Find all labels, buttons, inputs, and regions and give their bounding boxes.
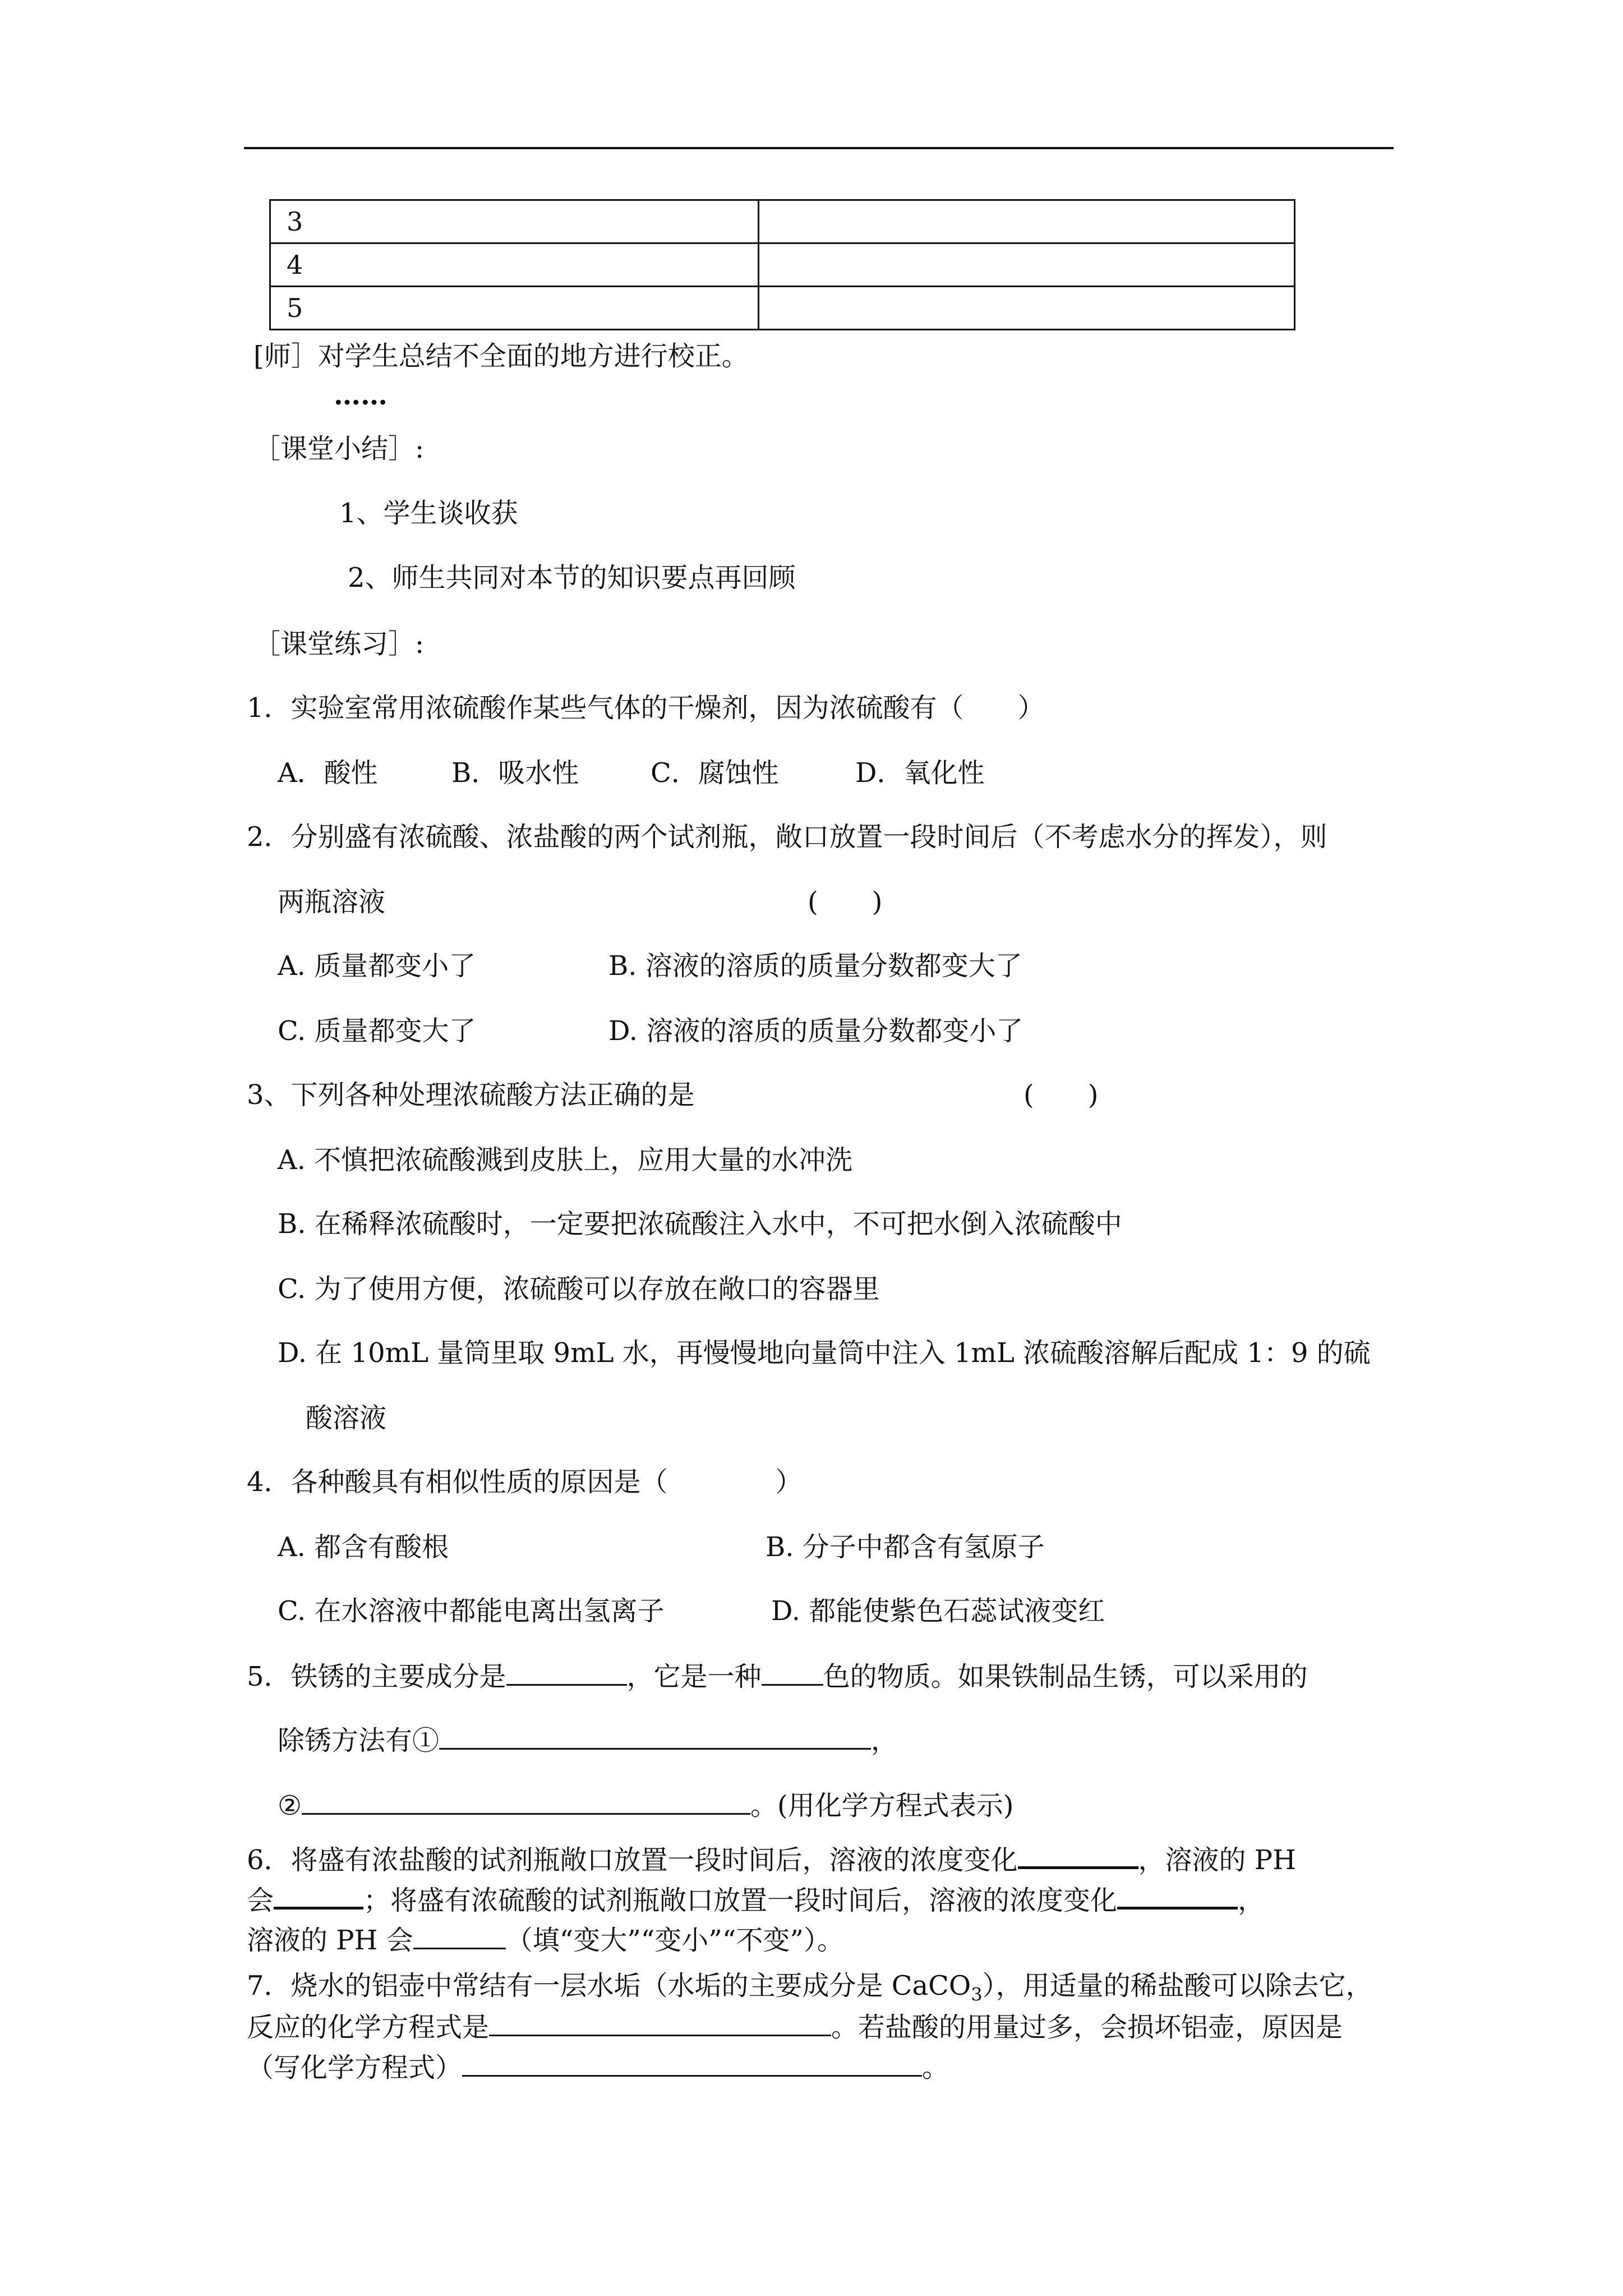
q7-text-1: 7．烧水的铝壶中常结有一层水垢（水垢的主要成分是 CaCO [247, 1970, 971, 2001]
q2-option-b: B. 溶液的溶质的质量分数都变大了 [608, 950, 1022, 982]
table-cell-content [759, 200, 1295, 243]
q6-text-2: ，溶液的 PH [1138, 1844, 1296, 1876]
q4-option-b: B. 分子中都含有氢原子 [766, 1531, 1045, 1563]
q2-answer-paren: ( ) [808, 886, 883, 918]
q6-line2 [247, 1882, 1265, 1917]
q7-blank-equation-1[interactable] [489, 2010, 831, 2036]
q6-blank-h2so4-concentration[interactable] [1117, 1882, 1238, 1910]
q6-text-6: 溶液的 PH 会 [247, 1925, 413, 1956]
q3-option-a: A. 不慎把浓硫酸溅到皮肤上，应用大量的水冲洗 [278, 1144, 853, 1176]
q2-stem-line1: 2．分别盛有浓硫酸、浓盐酸的两个试剂瓶，敞口放置一段时间后（不考虑水分的挥发），则 [247, 821, 1327, 853]
q6-text-5: ， [1238, 1885, 1265, 1916]
q5-comma: ， [871, 1725, 898, 1756]
q7-blank-equation-2[interactable] [462, 2050, 922, 2077]
q5-text-1: 5．铁锈的主要成分是 [247, 1661, 506, 1692]
q7-line3 [247, 2050, 949, 2085]
teacher-note: [师］对学生总结不全面的地方进行校正。 [253, 341, 749, 372]
q5-blank-method-1[interactable] [439, 1723, 871, 1750]
table-cell-num: 5 [270, 287, 759, 330]
q3-option-b: B. 在稀释浓硫酸时，一定要把浓硫酸注入水中，不可把水倒入浓硫酸中 [278, 1208, 1122, 1240]
q7-text-3: 反应的化学方程式是 [247, 2012, 490, 2043]
q5-blank-color[interactable] [762, 1659, 823, 1686]
table-cell-content [759, 287, 1295, 330]
q1-option-a: A．酸性 [278, 757, 378, 789]
q2-option-d: D. 溶液的溶质的质量分数都变小了 [608, 1015, 1023, 1047]
q6-blank-hcl-concentration[interactable] [1018, 1842, 1138, 1869]
q5-blank-rust-component[interactable] [506, 1659, 627, 1686]
q5-text-2: ，它是一种 [626, 1661, 762, 1692]
table-row [270, 287, 1295, 330]
q1-option-b: B．吸水性 [451, 757, 579, 789]
q7-text-4: 。若盐酸的用量过多，会损坏铝壶，原因是 [831, 2012, 1343, 2043]
q5-method1-label: 除锈方法有① [278, 1725, 440, 1756]
q1-stem: 1．实验室常用浓硫酸作某些气体的干燥剂，因为浓硫酸有（ ） [247, 692, 1045, 724]
q4-option-d: D. 都能使紫色石蕊试液变红 [771, 1595, 1105, 1627]
summary-heading: ［课堂小结］: [253, 433, 425, 464]
q1-option-c: C．腐蚀性 [651, 757, 779, 789]
q4-stem: 4．各种酸具有相似性质的原因是（ ） [247, 1466, 803, 1498]
q3-option-d-line1: D. 在 10mL 量筒里取 9mL 水，再慢慢地向量筒中注入 1mL 浓硫酸溶解后配成 1：9 的硫 [278, 1337, 1371, 1369]
q7-text-6: 。 [922, 2052, 949, 2083]
q5-line2 [278, 1723, 898, 1757]
q2-option-a: A. 质量都变小了 [278, 950, 476, 982]
q3-answer-paren: ( ) [1023, 1079, 1099, 1111]
q5-text-3: 色的物质。如果铁制品生锈，可以采用的 [823, 1661, 1308, 1692]
ellipsis: …… [334, 380, 388, 411]
q5-note: 。(用化学方程式表示) [750, 1790, 1014, 1821]
q4-option-a: A. 都含有酸根 [278, 1531, 449, 1563]
summary-table [269, 199, 1295, 330]
q5-method2-label: ② [278, 1790, 302, 1821]
q6-text-7: （填“变大”“变小”“不变”）。 [505, 1925, 844, 1956]
q7-line1 [247, 1969, 1373, 2012]
table-cell-num: 4 [270, 243, 759, 287]
summary-item-2: 2、师生共同对本节的知识要点再回顾 [348, 562, 796, 593]
q3-option-d-line2: 酸溶液 [306, 1402, 387, 1434]
q5-blank-method-2[interactable] [302, 1788, 750, 1815]
q1-option-d: D．氧化性 [855, 757, 985, 789]
q5-line1 [247, 1659, 1308, 1694]
table-row [270, 243, 1295, 287]
q3-option-c: C. 为了使用方便，浓硫酸可以存放在敞口的容器里 [278, 1273, 880, 1305]
q6-text-4: ；将盛有浓硫酸的试剂瓶敞口放置一段时间后，溶液的浓度变化 [363, 1885, 1118, 1916]
q6-blank-h2so4-ph[interactable] [413, 1923, 506, 1949]
header-rule [244, 147, 1394, 149]
q2-option-c: C. 质量都变大了 [278, 1015, 476, 1047]
q7-subscript: 3 [971, 1984, 983, 2005]
table-cell-num: 3 [270, 200, 759, 243]
q7-text-5: （写化学方程式） [247, 2052, 463, 2083]
table-cell-content [759, 243, 1295, 287]
q6-line1 [247, 1842, 1296, 1877]
q6-text-1: 6．将盛有浓盐酸的试剂瓶敞口放置一段时间后，溶液的浓度变化 [247, 1844, 1018, 1876]
table-row [270, 200, 1295, 243]
q7-line2 [247, 2010, 1343, 2044]
q5-line3 [278, 1788, 1014, 1823]
q6-line3 [247, 1923, 844, 1957]
q2-stem-line2: 两瓶溶液 [278, 886, 386, 918]
q6-blank-hcl-ph[interactable] [274, 1882, 363, 1910]
q1-options [278, 756, 985, 790]
q3-stem: 3、下列各种处理浓硫酸方法正确的是 [247, 1079, 695, 1111]
q4-option-c: C. 在水溶液中都能电离出氢离子 [278, 1595, 665, 1627]
practice-heading: ［课堂练习］: [253, 628, 425, 660]
q7-text-2: ），用适量的稀盐酸可以除去它， [982, 1970, 1373, 2001]
summary-item-1: 1、学生谈收获 [339, 498, 518, 529]
q6-text-3: 会 [247, 1885, 274, 1916]
